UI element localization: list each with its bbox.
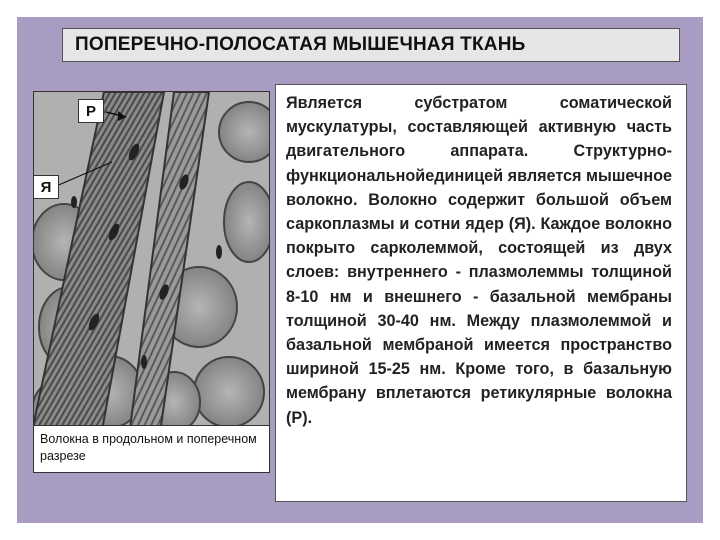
label-p: Р <box>78 99 104 123</box>
body-text-box <box>275 84 687 502</box>
image-caption: Волокна в продольном и поперечном разрезе <box>33 425 270 473</box>
muscle-micrograph <box>33 91 270 473</box>
body-text: Является субстратом соматической мускулатуры, составляющей активную часть двигательного аппарата. Структурно-функциональнойединицей является мышечное волокно. Волокно содержит большой объем саркоплазмы и сотни ядер (Я). Каждое волокно покрыто сарколеммой, состоящей из двух слоев: внутреннего - плазмолеммы толщиной 8-10 нм и внешнего - базальной мембраны толщиной 30-40 нм. Между плазмолеммой и базальной мембраной имеется пространство шириной 15-25 нм. Кроме того, в базальную мембрану вплетаются ретикулярные волокна (Р). <box>286 94 672 427</box>
label-ya: Я <box>33 175 59 199</box>
micrograph-illustration <box>34 92 270 473</box>
title-box <box>62 28 680 62</box>
slide-title: ПОПЕРЕЧНО-ПОЛОСАТАЯ МЫШЕЧНАЯ ТКАНЬ <box>75 34 526 55</box>
